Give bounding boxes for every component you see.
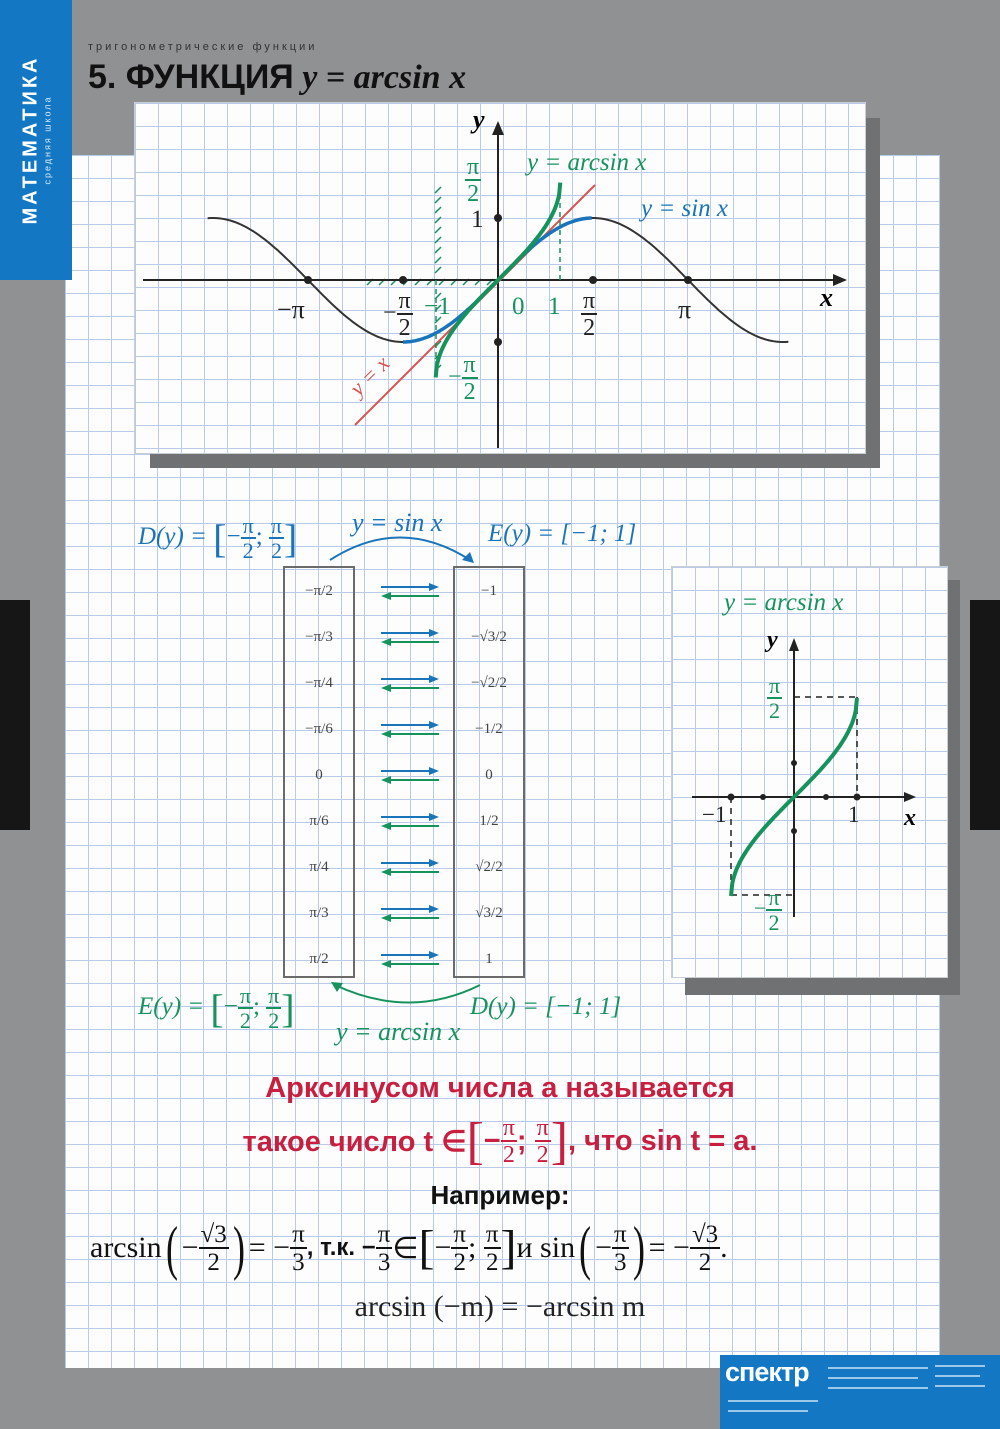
tick-one: 1: [548, 293, 561, 320]
definition-line-2: такое число t ∈ [ − $\frac{\pi}{2}$ ; $\frac{\pi}{2}$ ] , что sin t = a.: [242, 1113, 758, 1170]
section-subtitle: тригонометрические функции: [88, 41, 318, 53]
title-prefix: 5. ФУНКЦИЯ: [88, 58, 294, 96]
domain-value: −π/2: [305, 582, 333, 599]
mapping-arrows: [375, 566, 445, 978]
mapping-arrow-pair: [381, 583, 439, 600]
mapping-arrow-pair: [381, 905, 439, 922]
definition-line-1: Арксинусом числа a называется: [265, 1072, 735, 1104]
page-title: [88, 58, 466, 97]
range-value: 0: [485, 766, 493, 783]
sin-range: E(y) = [−1; 1]: [488, 520, 637, 547]
tick-neg-pi: −π: [277, 295, 305, 324]
mapping-arrow-pair: [381, 859, 439, 876]
tick-zero: 0: [512, 293, 525, 320]
y-axis-arrow: [492, 121, 504, 135]
arcsin-range: E(y) = [− $\frac{\pi}{2}$ ; $\frac{\pi}{2}$ ]: [138, 983, 295, 1033]
range-value: −√2/2: [471, 674, 507, 691]
tick-pi-half: $\frac{\pi}{2}$: [583, 288, 596, 341]
subject-label: МАТЕМАТИКА: [19, 55, 42, 225]
range-value: −1/2: [475, 720, 503, 737]
title-formula: y = arcsin x: [302, 59, 467, 96]
tick-y-pi-half: $\frac{\pi}{2}$: [467, 154, 480, 207]
range-value: −√3/2: [471, 628, 507, 645]
example-heading: Например:: [430, 1180, 570, 1210]
top-label-arcsin: y = arcsin x: [527, 149, 647, 176]
publisher-logo: [720, 1355, 1000, 1429]
tick-pi: π: [678, 295, 692, 324]
sin-mapping-label: y = sin x: [352, 508, 443, 537]
small-tick-neg-one: −1: [702, 802, 727, 827]
small-graph-plot: [672, 567, 947, 977]
range-value: √2/2: [475, 858, 503, 875]
example-formula: arcsin ( − $\frac{√3}{2}$ ) = − $\frac{\pi}{3}$ , т.к. − $\frac{\pi}{3}$ ∈ [ − $\frac{\pi}{2}$ ; $\frac{\pi}{2}$ ] и sin ( − $\frac{\pi}{3}$ ) = − $\frac{√3}{2}$ .: [90, 1215, 728, 1281]
domain-values-column: [285, 568, 353, 982]
small-tick-pi-half: $\frac{\pi}{2}$: [769, 673, 781, 723]
publisher-name: спектр: [725, 1357, 809, 1387]
top-graph-plot: [135, 103, 865, 453]
mapping-arrow-pair: [381, 721, 439, 738]
domain-value: π/6: [309, 812, 329, 829]
range-value: 1/2: [479, 812, 499, 829]
subject-sidebar: [0, 0, 72, 280]
small-graph-title: y = arcsin x: [724, 589, 844, 616]
top-label-y-equals-x: y = x: [344, 350, 395, 401]
range-value: −1: [481, 582, 497, 599]
top-x-axis-label: x: [820, 283, 833, 312]
mapping-arrow-pair: [381, 951, 439, 968]
small-graph-card: [672, 567, 947, 977]
small-x-axis-label: x: [904, 805, 916, 831]
right-edge-tab: [970, 600, 1000, 830]
small-tick-one: 1: [848, 802, 860, 827]
subject-sublabel: средняя школа: [42, 95, 53, 185]
small-tick-neg-pi-half: − $\frac{\pi}{2}$: [754, 885, 780, 935]
range-value: 1: [485, 950, 493, 967]
top-label-sin: y = sin x: [641, 195, 728, 222]
domain-value: −π/6: [305, 720, 333, 737]
domain-value: π/3: [309, 904, 329, 921]
x-axis-arrow: [833, 274, 847, 286]
mapping-arrow-pair: [381, 767, 439, 784]
odd-identity: arcsin (−m) = −arcsin m: [354, 1290, 646, 1323]
mapping-arrow-pair: [381, 813, 439, 830]
tick-neg-pi-half: − $\frac{\pi}{2}$: [383, 288, 411, 341]
range-values-column: [455, 568, 523, 982]
domain-value: −π/4: [305, 674, 333, 691]
mapping-arrow-pair: [381, 675, 439, 692]
domain-value: π/4: [309, 858, 329, 875]
small-y-axis-label: y: [767, 627, 778, 653]
domain-value: 0: [315, 766, 323, 783]
top-y-axis-label: y: [473, 105, 485, 134]
domain-value: −π/3: [305, 628, 333, 645]
tick-neg-one: −1: [424, 293, 451, 320]
mapping-arrow-pair: [381, 629, 439, 646]
tick-y-neg-pi-half: − $\frac{\pi}{2}$: [448, 352, 476, 405]
tick-y-one: 1: [471, 206, 484, 233]
arcsin-domain: D(y) = [−1; 1]: [470, 993, 622, 1020]
range-value: √3/2: [475, 904, 503, 921]
domain-value: π/2: [309, 950, 329, 967]
arcsin-mapping-label: y = arcsin x: [336, 1017, 461, 1046]
left-edge-tab: [0, 600, 30, 830]
sin-domain: D(y) = [− $\frac{\pi}{2}$ ; $\frac{\pi}{2}$ ]: [138, 513, 298, 563]
top-graph-card: [135, 103, 865, 453]
